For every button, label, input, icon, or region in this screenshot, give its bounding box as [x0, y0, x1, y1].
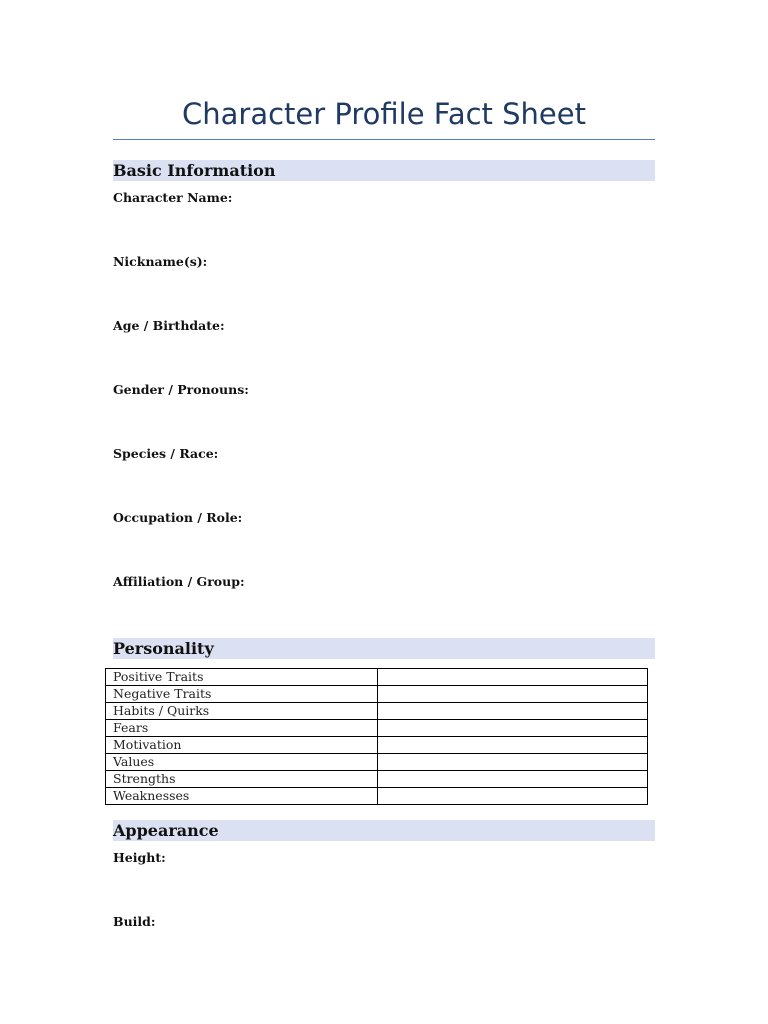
trait-value-cell[interactable] — [378, 788, 648, 805]
field-label-gender-pronouns: Gender / Pronouns: — [113, 382, 249, 397]
trait-name-cell: Motivation — [106, 737, 378, 754]
page-title: Character Profile Fact Sheet — [182, 97, 586, 131]
field-label-affiliation-group: Affiliation / Group: — [113, 574, 245, 589]
trait-name-cell: Positive Traits — [106, 669, 378, 686]
table-row — [106, 669, 648, 686]
field-label-character-name: Character Name: — [113, 190, 233, 205]
trait-name-cell: Habits / Quirks — [106, 703, 378, 720]
trait-value-cell[interactable] — [378, 669, 648, 686]
trait-value-cell[interactable] — [378, 771, 648, 788]
table-row — [106, 703, 648, 720]
field-label-nicknames: Nickname(s): — [113, 254, 208, 269]
trait-value-cell[interactable] — [378, 737, 648, 754]
trait-value-cell[interactable] — [378, 720, 648, 737]
table-row — [106, 771, 648, 788]
table-row — [106, 686, 648, 703]
section-heading-appearance: Appearance — [113, 820, 655, 841]
field-label-age-birthdate: Age / Birthdate: — [113, 318, 225, 333]
trait-name-cell: Fears — [106, 720, 378, 737]
section-heading-personality: Personality — [113, 638, 655, 659]
trait-name-cell: Weaknesses — [106, 788, 378, 805]
field-label-height: Height: — [113, 850, 166, 865]
title-divider — [113, 139, 655, 140]
personality-table — [105, 668, 648, 805]
trait-name-cell: Negative Traits — [106, 686, 378, 703]
trait-value-cell[interactable] — [378, 754, 648, 771]
table-row — [106, 788, 648, 805]
trait-value-cell[interactable] — [378, 703, 648, 720]
section-heading-basic-information: Basic Information — [113, 160, 655, 181]
trait-name-cell: Values — [106, 754, 378, 771]
field-label-build: Build: — [113, 914, 156, 929]
field-label-occupation-role: Occupation / Role: — [113, 510, 243, 525]
trait-value-cell[interactable] — [378, 686, 648, 703]
table-row — [106, 737, 648, 754]
table-row — [106, 720, 648, 737]
field-label-species-race: Species / Race: — [113, 446, 219, 461]
table-row — [106, 754, 648, 771]
trait-name-cell: Strengths — [106, 771, 378, 788]
